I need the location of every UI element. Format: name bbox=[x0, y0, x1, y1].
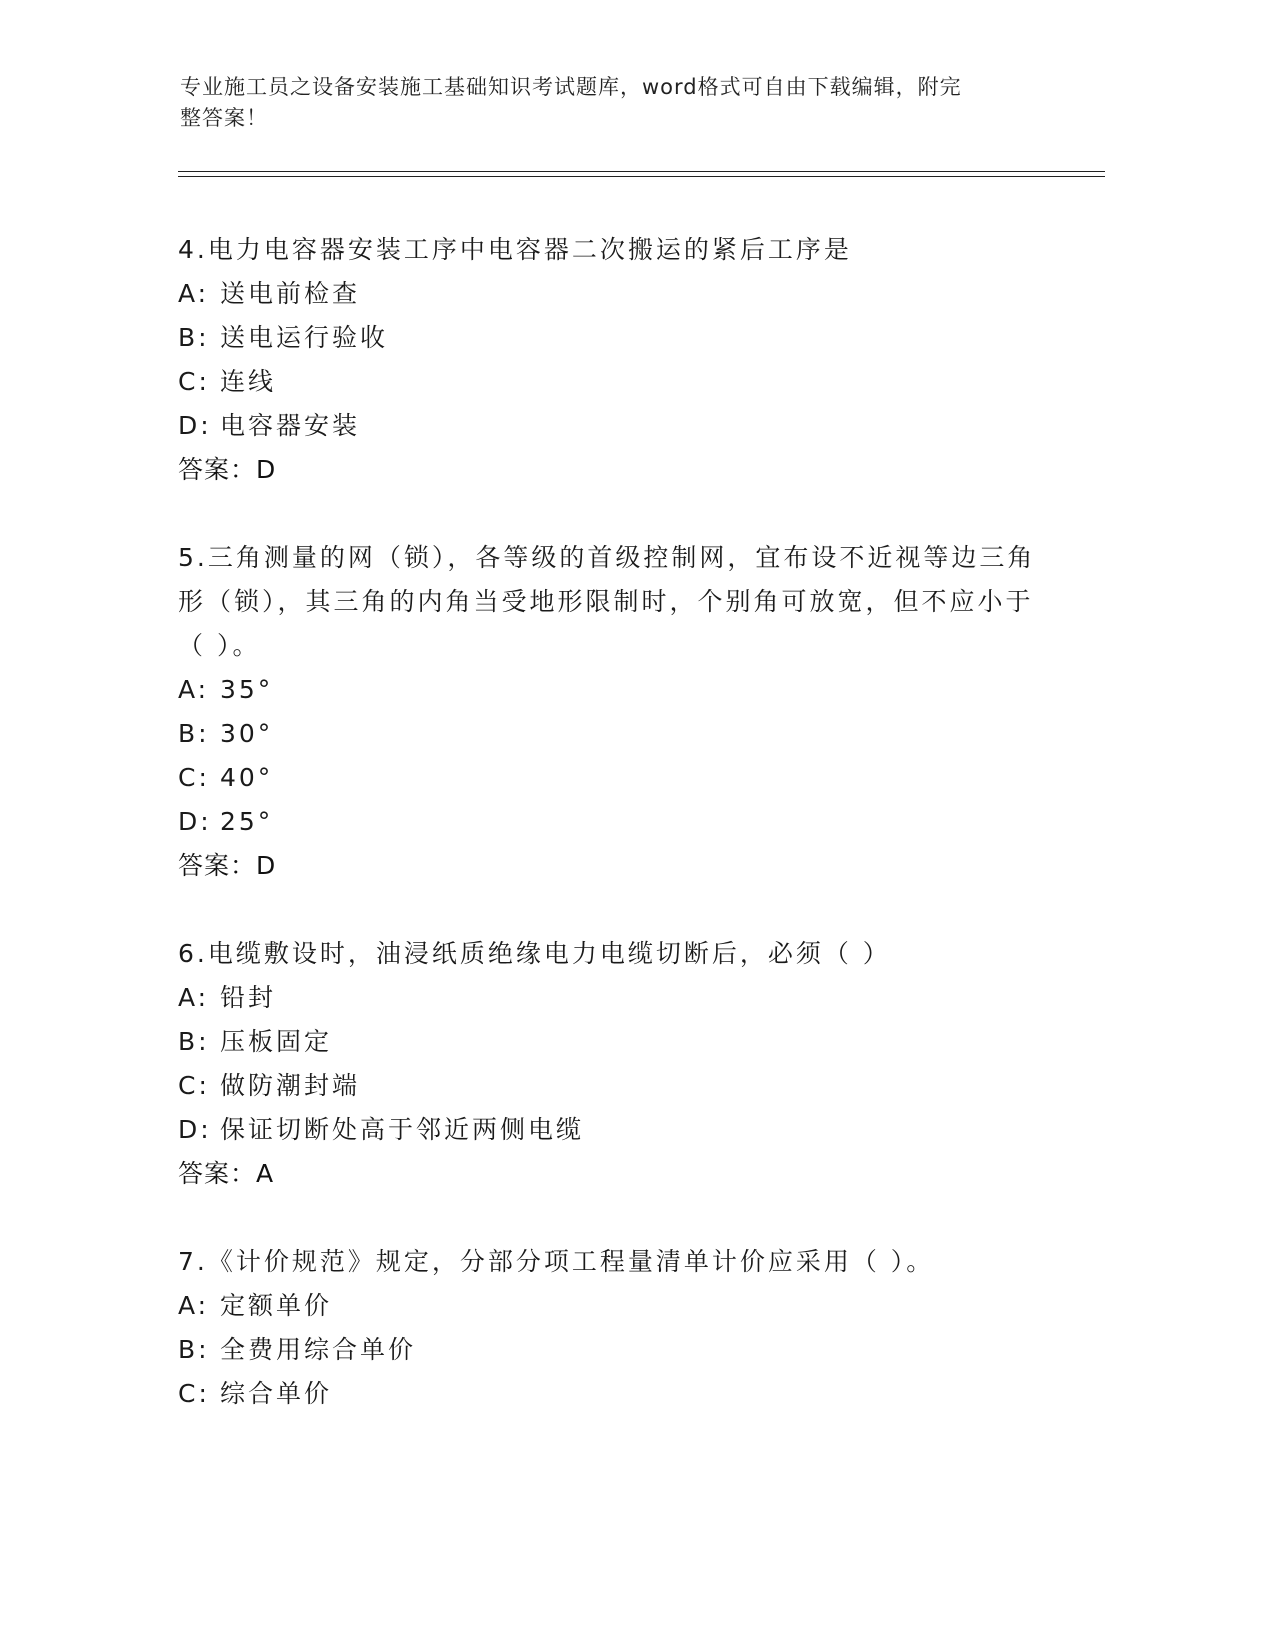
option-text: 保证切断处高于邻近两侧电缆 bbox=[220, 1115, 585, 1144]
question-list bbox=[178, 228, 1058, 1416]
option-key: A: bbox=[178, 279, 210, 308]
option-text: 铅封 bbox=[220, 983, 277, 1012]
answer-value: A bbox=[256, 1159, 275, 1188]
question-stem: 7.《计价规范》规定，分部分项工程量清单计价应采用（ ）。 bbox=[178, 1247, 935, 1276]
option-d bbox=[178, 404, 1058, 448]
question-stem: 5.三角测量的网（锁），各等级的首级控制网，宜布设不近视等边三角形（锁），其三角的内角当受地形限制时，个别角可放宽，但不应小于（ ）。 bbox=[178, 543, 1036, 660]
option-b bbox=[178, 712, 1058, 756]
option-text: 连线 bbox=[220, 367, 277, 396]
header-divider-bottom bbox=[178, 176, 1105, 177]
option-b bbox=[178, 1020, 1058, 1064]
option-c bbox=[178, 756, 1058, 800]
option-key: D: bbox=[178, 1115, 212, 1144]
option-key: A: bbox=[178, 1291, 210, 1320]
option-key: D: bbox=[178, 411, 212, 440]
option-key: C: bbox=[178, 763, 210, 792]
option-key: A: bbox=[178, 983, 210, 1012]
option-key: C: bbox=[178, 367, 210, 396]
option-b bbox=[178, 1328, 1058, 1372]
answer-line bbox=[178, 448, 1058, 492]
option-text: 定额单价 bbox=[220, 1291, 333, 1320]
option-key: C: bbox=[178, 1379, 210, 1408]
option-a bbox=[178, 668, 1058, 712]
option-text: 电容器安装 bbox=[220, 411, 361, 440]
answer-label: 答案： bbox=[178, 455, 257, 484]
header-divider-top bbox=[178, 171, 1105, 172]
option-text: 40° bbox=[220, 763, 274, 792]
option-c bbox=[178, 1372, 1058, 1416]
answer-line bbox=[178, 844, 1058, 888]
option-text: 送电运行验收 bbox=[220, 323, 389, 352]
option-a bbox=[178, 976, 1058, 1020]
header-line-1: 专业施工员之设备安装施工基础知识考试题库，word格式可自由下载编辑，附完 bbox=[180, 75, 962, 99]
option-text: 做防潮封端 bbox=[220, 1071, 361, 1100]
option-key: D: bbox=[178, 807, 212, 836]
option-key: B: bbox=[178, 719, 210, 748]
option-text: 综合单价 bbox=[220, 1379, 333, 1408]
option-text: 30° bbox=[220, 719, 274, 748]
option-key: A: bbox=[178, 675, 210, 704]
answer-label: 答案： bbox=[178, 851, 257, 880]
question-stem: 6.电缆敷设时，油浸纸质绝缘电力电缆切断后，必须（ ） bbox=[178, 939, 891, 968]
option-text: 35° bbox=[220, 675, 274, 704]
option-key: B: bbox=[178, 323, 210, 352]
question-item bbox=[178, 536, 1058, 888]
option-c bbox=[178, 1064, 1058, 1108]
question-item bbox=[178, 228, 1058, 492]
option-key: C: bbox=[178, 1071, 210, 1100]
option-text: 送电前检查 bbox=[220, 279, 361, 308]
option-text: 25° bbox=[220, 807, 274, 836]
option-a bbox=[178, 272, 1058, 316]
option-b bbox=[178, 316, 1058, 360]
answer-line bbox=[178, 1152, 1058, 1196]
option-d bbox=[178, 1108, 1058, 1152]
option-d bbox=[178, 800, 1058, 844]
option-key: B: bbox=[178, 1335, 210, 1364]
answer-value: D bbox=[256, 851, 277, 880]
option-key: B: bbox=[178, 1027, 210, 1056]
header-line-2: 整答案！ bbox=[180, 106, 268, 130]
option-c bbox=[178, 360, 1058, 404]
option-text: 全费用综合单价 bbox=[220, 1335, 417, 1364]
answer-label: 答案： bbox=[178, 1159, 257, 1188]
answer-value: D bbox=[256, 455, 277, 484]
question-stem: 4.电力电容器安装工序中电容器二次搬运的紧后工序是 bbox=[178, 235, 852, 264]
option-text: 压板固定 bbox=[220, 1027, 333, 1056]
document-header bbox=[180, 72, 1040, 134]
option-a bbox=[178, 1284, 1058, 1328]
question-item bbox=[178, 1240, 1058, 1416]
question-item bbox=[178, 932, 1058, 1196]
